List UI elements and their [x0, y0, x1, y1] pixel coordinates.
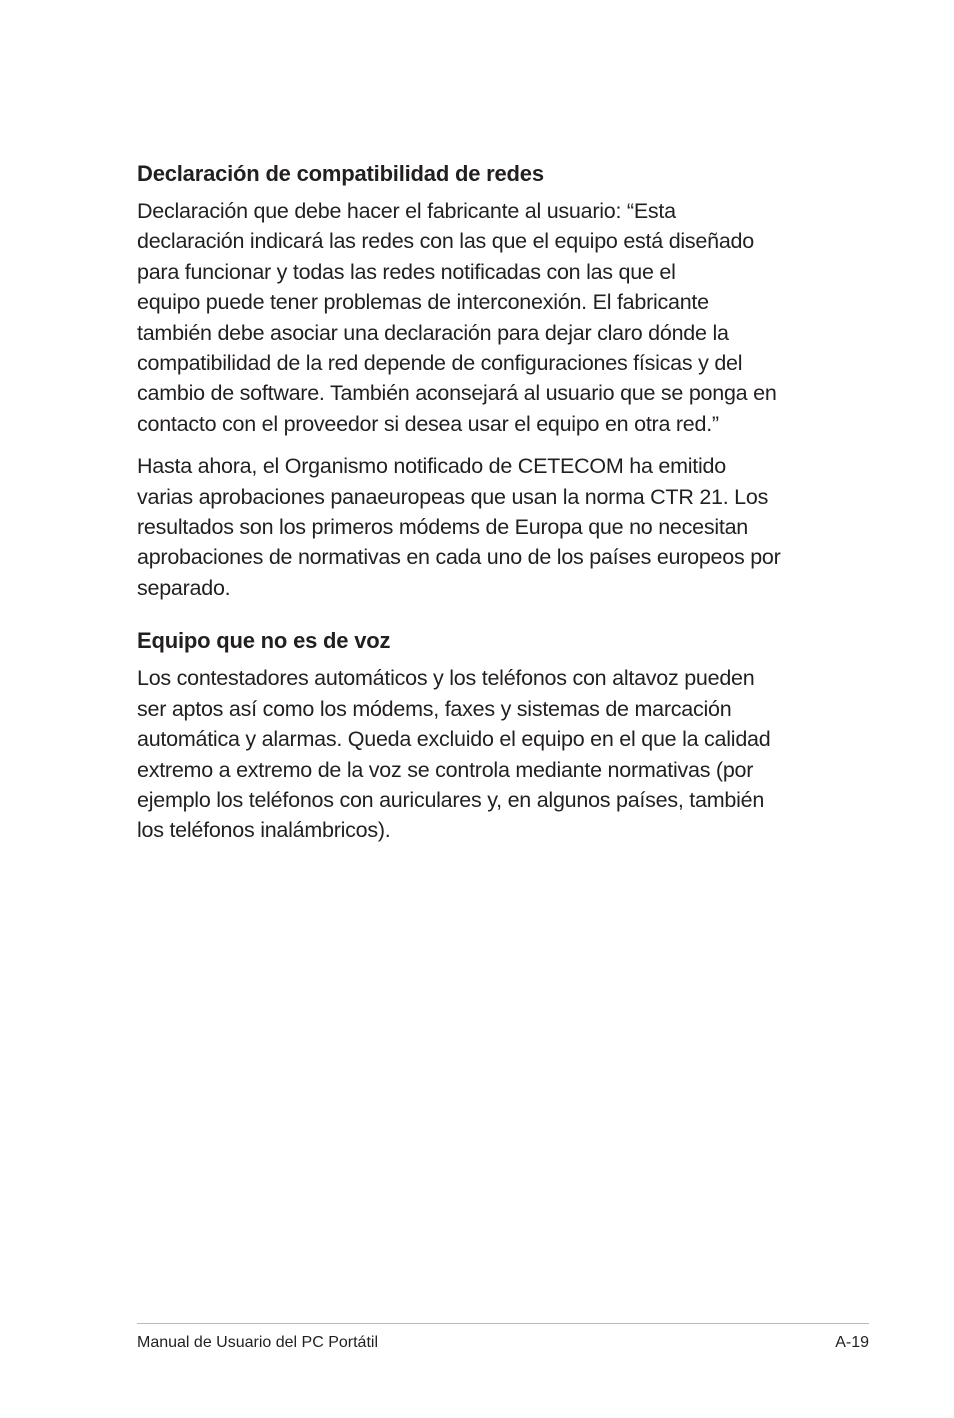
text-line: ejemplo los teléfonos con auriculares y, en algunos países, también: [137, 787, 765, 812]
text-line: ser aptos así como los módems, faxes y sistemas de marcación: [137, 696, 732, 721]
text-line: extremo a extremo de la voz se controla mediante normativas (por: [137, 757, 754, 782]
footer-divider: [137, 1323, 869, 1324]
paragraph-non-voice-equipment: [137, 663, 837, 845]
text-line: automática y alarmas. Queda excluido el equipo en el que la calidad: [137, 727, 771, 752]
text-line: para funcionar y todas las redes notificadas con las que el: [137, 259, 676, 284]
paragraph-cetecom-approvals: [137, 451, 837, 603]
text-line: Hasta ahora, el Organismo notificado de CETECOM ha emitido: [137, 454, 726, 479]
section-heading-network-compatibility: Declaración de compatibilidad de redes: [137, 161, 544, 186]
footer-page-number: A-19: [835, 1334, 869, 1351]
text-line: resultados son los primeros módems de Europa que no necesitan: [137, 515, 748, 540]
text-line: también debe asociar una declaración para dejar claro dónde la: [137, 320, 729, 345]
text-line: los teléfonos inalámbricos).: [137, 818, 391, 843]
footer-manual-title: Manual de Usuario del PC Portátil: [137, 1334, 379, 1351]
section-heading-non-voice-equipment: Equipo que no es de voz: [137, 628, 391, 654]
section-non-voice-equipment: [137, 625, 837, 845]
paragraph-manufacturer-declaration: [137, 196, 837, 439]
text-line: separado.: [137, 575, 231, 600]
text-line: aprobaciones de normativas en cada uno de los países europeos por: [137, 545, 781, 570]
text-line: Los contestadores automáticos y los teléfonos con altavoz pueden: [137, 666, 755, 691]
text-line: declaración indicará las redes con las que el equipo está diseñado: [137, 229, 754, 254]
text-line: compatibilidad de la red depende de configuraciones físicas y del: [137, 351, 743, 376]
text-line: cambio de software. También aconsejará al usuario que se ponga en: [137, 381, 777, 406]
page-content: [137, 158, 837, 846]
text-line: contacto con el proveedor si desea usar el equipo en otra red.”: [137, 411, 719, 436]
text-line: Declaración que debe hacer el fabricante al usuario: “Esta: [137, 199, 676, 223]
text-line: equipo puede tener problemas de interconexión. El fabricante: [137, 290, 709, 315]
text-line: varias aprobaciones panaeuropeas que usan la norma CTR 21. Los: [137, 484, 769, 509]
